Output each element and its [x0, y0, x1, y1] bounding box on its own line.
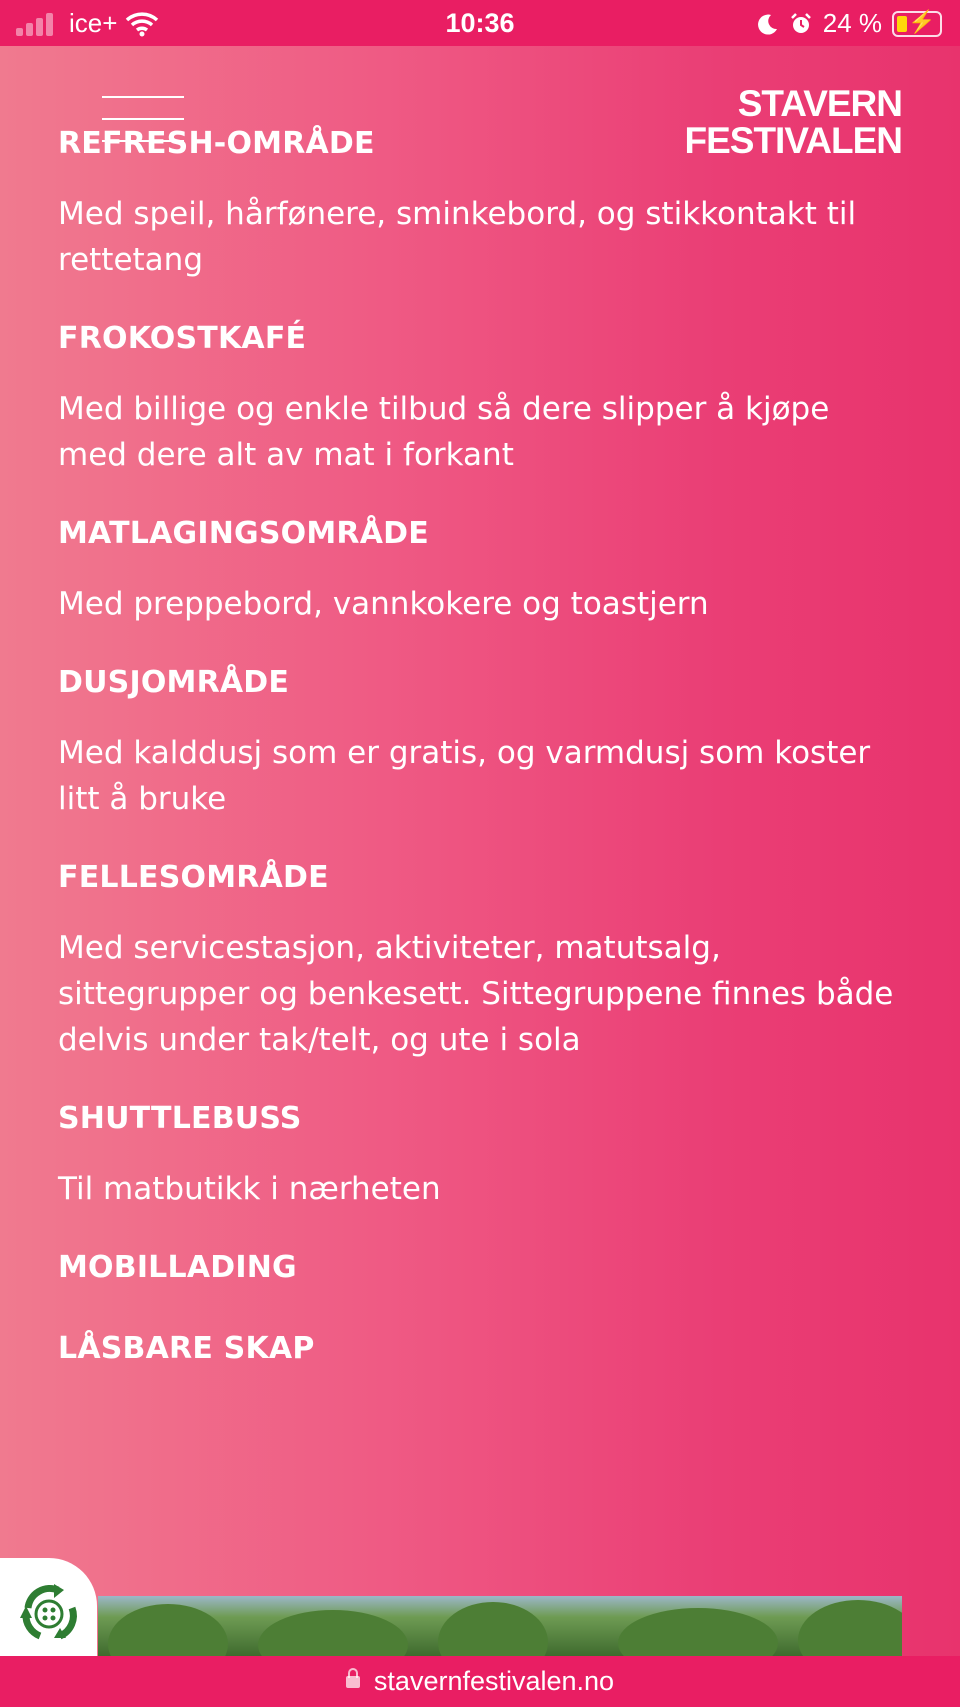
- section-desc: Med speil, hårfønere, sminkebord, og stikkontakt til rettetang: [58, 196, 857, 278]
- carrier-label: ice+: [69, 8, 118, 38]
- section-desc: Med kalddusj som er gratis, og varmdusj som koster litt å bruke: [58, 735, 871, 817]
- status-right: [757, 8, 942, 39]
- svg-text:STAVERN: STAVERN: [737, 84, 902, 124]
- battery-percent: 24 %: [822, 8, 882, 38]
- alarm-icon: [789, 12, 813, 36]
- section-lasbare-skap: [58, 1331, 898, 1366]
- section-title: FELLESOMRÅDE: [58, 860, 329, 895]
- festival-photo: [98, 1596, 902, 1656]
- section-frokostkafe: [58, 321, 898, 478]
- url-text: stavernfestivalen.no: [373, 1666, 615, 1696]
- svg-text:FESTIVALEN: FESTIVALEN: [684, 120, 902, 156]
- section-dusj: [58, 665, 898, 822]
- status-bar: [0, 0, 960, 46]
- section-title: MATLAGINGSOMRÅDE: [58, 516, 429, 551]
- section-desc: Til matbutikk i nærheten: [58, 1171, 441, 1207]
- recycle-badge[interactable]: [0, 1558, 97, 1656]
- section-shuttlebuss: [58, 1101, 898, 1212]
- section-title: LÅSBARE SKAP: [58, 1331, 315, 1366]
- moon-icon: [757, 13, 779, 35]
- section-desc: Med servicestasjon, aktiviteter, matutsalg, sittegrupper og benkesett. Sittegruppene finnes både delvis under tak/telt, og ute i sola: [58, 930, 894, 1058]
- section-desc: Med billige og enkle tilbud så dere slipper å kjøpe med dere alt av mat i forkant: [58, 391, 830, 473]
- section-title: DUSJOMRÅDE: [58, 665, 290, 700]
- section-title: MOBILLADING: [58, 1250, 297, 1285]
- status-time: 10:36: [445, 8, 515, 38]
- lock-icon: [346, 1676, 360, 1688]
- section-felles: [58, 860, 898, 1063]
- section-matlaging: [58, 516, 898, 627]
- facilities-list: [58, 126, 898, 1366]
- address-bar[interactable]: [0, 1656, 960, 1707]
- battery-icon: ⚡: [892, 11, 942, 37]
- section-mobillading: [58, 1250, 898, 1285]
- section-title: FROKOSTKAFÉ: [58, 321, 307, 356]
- section-desc: Med preppebord, vannkokere og toastjern: [58, 586, 709, 622]
- page-content: [0, 46, 960, 1656]
- section-refresh: [58, 126, 898, 283]
- recycle-icon: [14, 1578, 84, 1648]
- section-title: REFRESH-OMRÅDE: [58, 126, 375, 161]
- section-title: SHUTTLEBUSS: [58, 1101, 302, 1136]
